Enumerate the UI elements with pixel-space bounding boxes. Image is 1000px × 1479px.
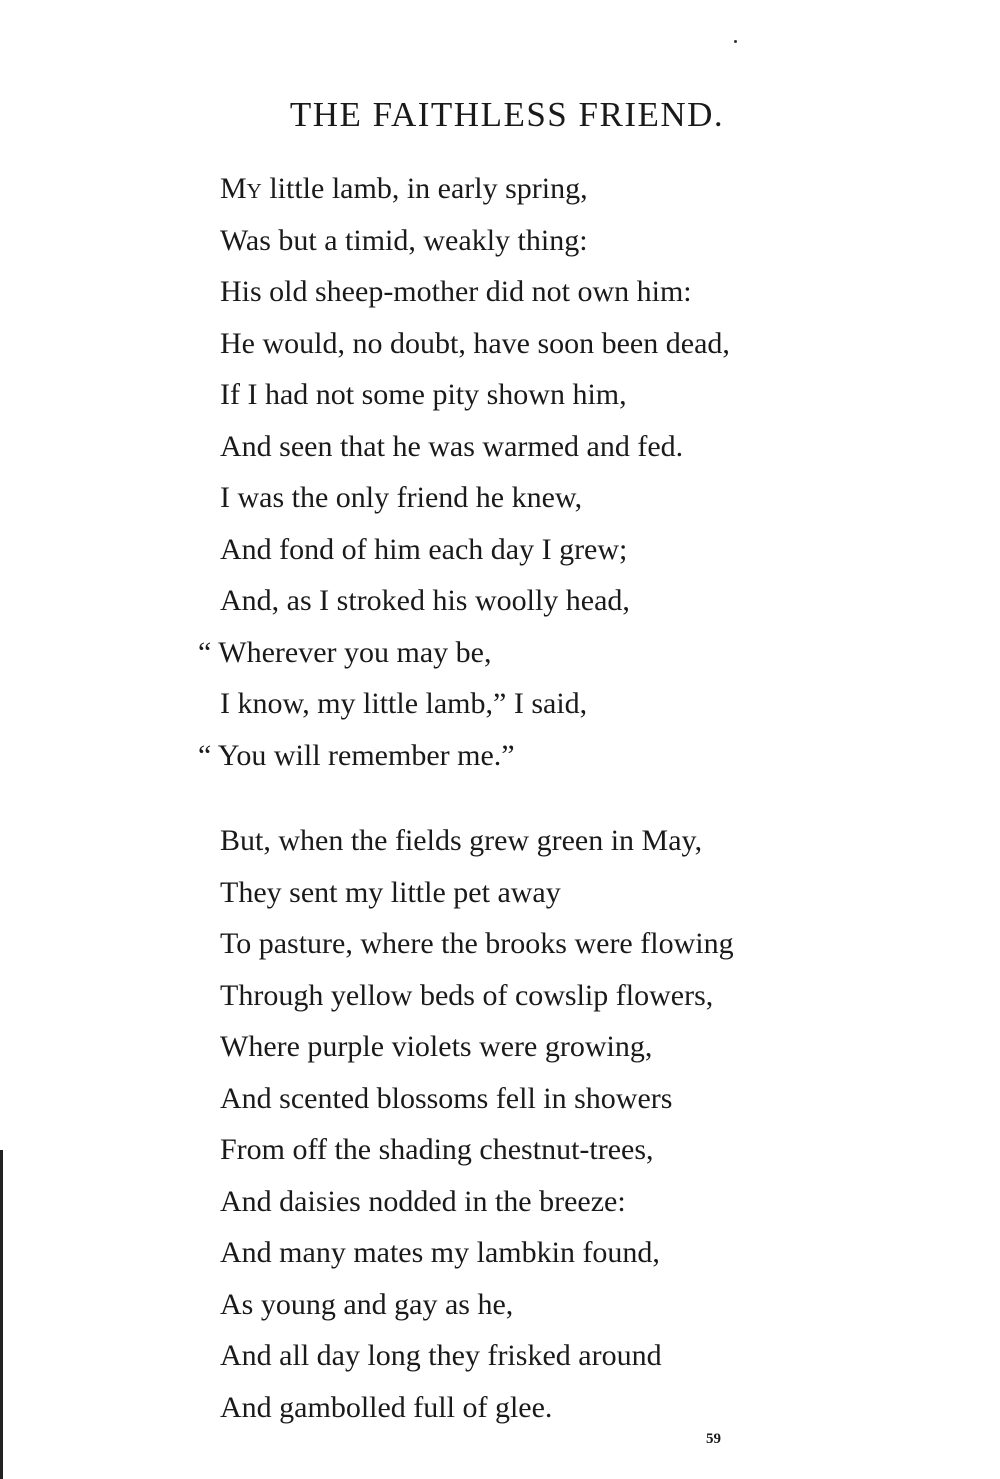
poem-line: And daisies nodded in the breeze: (220, 1184, 626, 1218)
poem-line: Was but a timid, weakly thing: (220, 223, 588, 257)
poem-line: And fond of him each day I grew; (220, 532, 628, 566)
poem-line: And many mates my lambkin found, (220, 1236, 660, 1269)
stanza-1 (198, 163, 940, 781)
print-speck (734, 40, 737, 43)
poem-line: I know, my little lamb,” I said, (220, 687, 588, 720)
poem-line: But, when the fields grew green in May, (220, 824, 703, 857)
poem-line: From off the shading chestnut-trees, (220, 1133, 654, 1166)
poem-line: If I had not some pity shown him, (220, 378, 627, 411)
poem-line: And seen that he was warmed and fed. (220, 429, 684, 463)
drop-word: My (220, 172, 262, 205)
poem-line: And gambolled full of glee. (220, 1390, 553, 1424)
poem-line: He would, no doubt, have soon been dead, (220, 326, 730, 360)
poem-line: Through yellow beds of cowslip flowers, (220, 978, 714, 1012)
poem-line: My little lamb, in early spring, (220, 172, 588, 205)
poem-line: Where purple violets were growing, (220, 1030, 653, 1063)
poem-line: And scented blossoms fell in showers (220, 1081, 673, 1115)
poem-line: To pasture, where the brooks were flowing (220, 927, 734, 960)
poem-line: And, as I stroked his woolly head, (220, 584, 630, 617)
poem-line: “ You will remember me.” (198, 738, 515, 772)
poem-line: They sent my little pet away (220, 875, 561, 909)
page-number: 59 (706, 1431, 721, 1447)
page-edge-shadow (0, 1150, 3, 1479)
poem-line: His old sheep-mother did not own him: (220, 275, 692, 308)
poem-line: “ Wherever you may be, (198, 635, 492, 669)
poem-title: THE FAITHLESS FRIEND. (289, 95, 725, 134)
stanza-2 (220, 815, 940, 1433)
poem-line: I was the only friend he knew, (220, 481, 583, 514)
poem-line: As young and gay as he, (220, 1287, 514, 1321)
poem-line: And all day long they frisked around (220, 1339, 662, 1372)
